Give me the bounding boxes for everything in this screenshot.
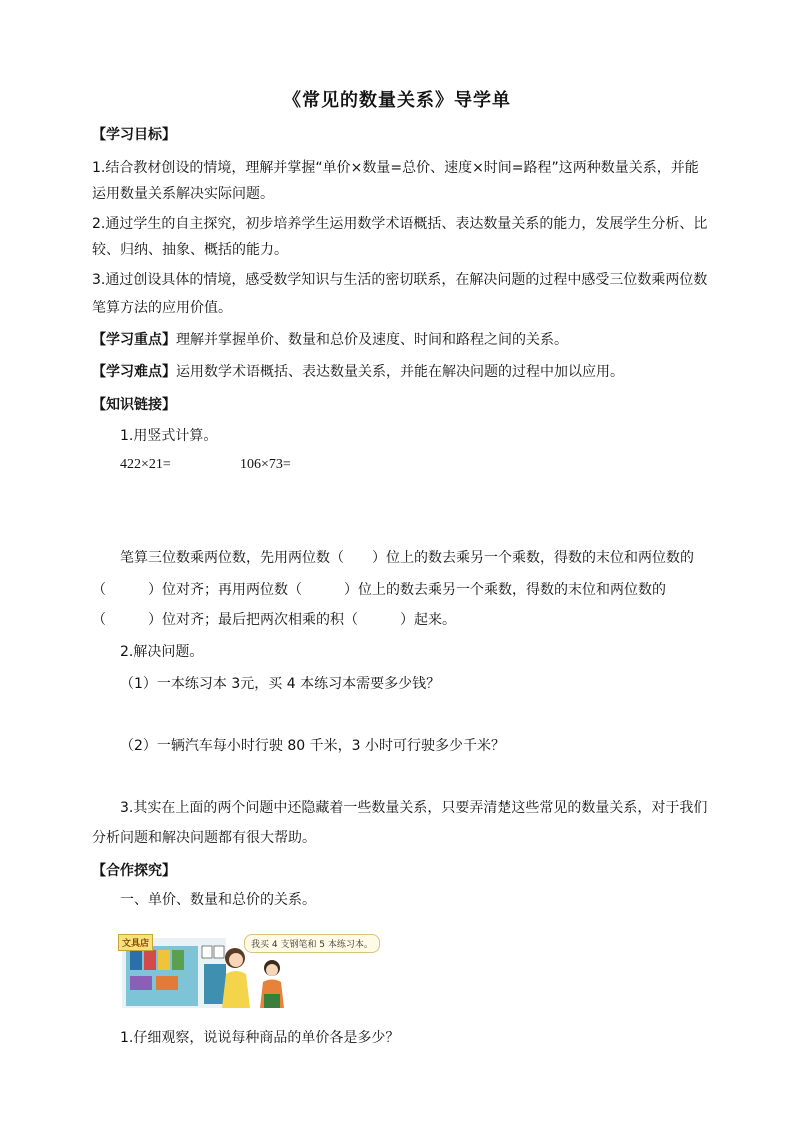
goal-2-cont: 较、归纳、抽象、概括的能力。	[92, 242, 288, 258]
key-point	[92, 330, 568, 350]
page-title: 《常见的数量关系》导学单	[283, 90, 511, 111]
key-point-label: 【学习重点】	[92, 332, 176, 348]
knowledge-q1: 1.用竖式计算。	[120, 428, 218, 444]
calc-2: 106×73=	[240, 457, 291, 472]
explore-heading: 【合作探究】	[92, 863, 176, 879]
stationery-shop-illustration	[120, 924, 380, 1010]
calc-1: 422×21=	[120, 457, 171, 472]
goal-1: 1.结合教材创设的情境，理解并掌握“单价×数量=总价、速度×时间=路程”这两种数量关系，并能	[92, 160, 699, 176]
goal-1-cont: 运用数量关系解决实际问题。	[92, 186, 274, 202]
shop-sign: 文具店	[118, 934, 153, 951]
explore-part1: 一、单价、数量和总价的关系。	[120, 892, 316, 908]
goal-2: 2.通过学生的自主探究，初步培养学生运用数学术语概括、表达数量关系的能力，发展学生分析、比	[92, 216, 708, 232]
fill-blank-3: （ ）位对齐；最后把两次相乘的积（ ）起来。	[92, 612, 456, 628]
knowledge-q3: 3.其实在上面的两个问题中还隐藏着一些数量关系，只要弄清楚这些常见的数量关系，对于我们	[120, 800, 708, 816]
explore-q1: 1.仔细观察，说说每种商品的单价各是多少？	[120, 1030, 400, 1046]
key-point-text: 理解并掌握单价、数量和总价及速度、时间和路程之间的关系。	[176, 332, 568, 348]
goal-3: 3.通过创设具体的情境，感受数学知识与生活的密切联系，在解决问题的过程中感受三位数乘两位数	[92, 272, 708, 288]
goal-3-cont: 笔算方法的应用价值。	[92, 300, 232, 316]
knowledge-q2b: （2）一辆汽车每小时行驶 80 千米，3 小时可行驶多少千米？	[120, 738, 505, 754]
fill-blank-1: 笔算三位数乘两位数，先用两位数（ ）位上的数去乘另一个乘数，得数的末位和两位数的	[120, 550, 694, 566]
knowledge-q2: 2.解决问题。	[120, 644, 204, 660]
difficulty-label: 【学习难点】	[92, 364, 176, 380]
knowledge-heading: 【知识链接】	[92, 397, 176, 413]
knowledge-q2a: （1）一本练习本 3元，买 4 本练习本需要多少钱？	[120, 676, 441, 692]
difficulty	[92, 362, 624, 382]
difficulty-text: 运用数学术语概括、表达数量关系，并能在解决问题的过程中加以应用。	[176, 364, 624, 380]
goals-heading: 【学习目标】	[92, 127, 176, 143]
fill-blank-2: （ ）位对齐；再用两位数（ ）位上的数去乘另一个乘数，得数的末位和两位数的	[92, 582, 666, 598]
knowledge-q3-cont: 分析问题和解决问题都有很大帮助。	[92, 830, 316, 846]
speech-bubble: 我买 4 支钢笔和 5 本练习本。	[244, 934, 380, 953]
